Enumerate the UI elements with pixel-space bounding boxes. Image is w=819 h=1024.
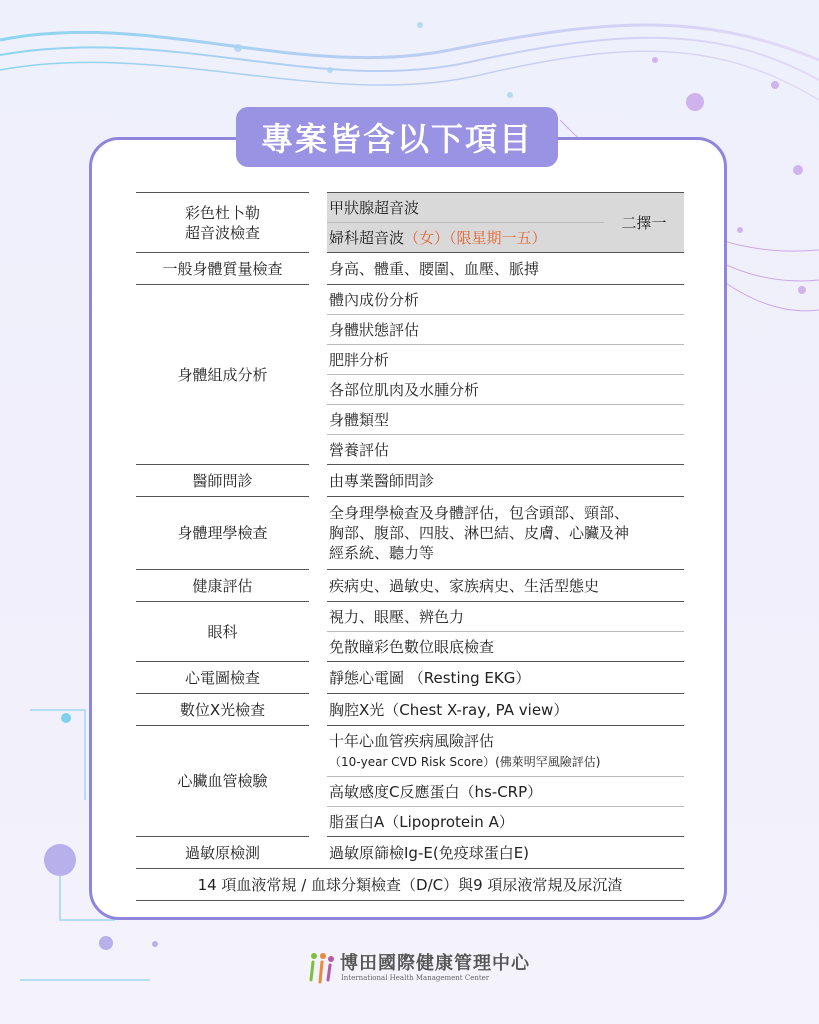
item-label: 靜態心電圖 （Resting EKG） [329, 668, 531, 687]
category-label: 眼科 [207, 622, 238, 641]
item-label: （10-year CVD Risk Score）(佛萊明罕風險評估) [329, 754, 601, 769]
gap-cell [309, 465, 327, 497]
item-label: 肥胖分析 [329, 350, 390, 369]
gap-cell [309, 602, 327, 662]
selection-option [327, 193, 604, 223]
gap-cell [309, 285, 327, 465]
item-label: 過敏原篩檢Ig-E(免疫球蛋白E) [329, 843, 530, 862]
category-label: 身體理學檢查 [177, 524, 268, 542]
category-label: 心臟血管檢驗 [177, 772, 268, 790]
category-label: 超音波檢查 [184, 223, 260, 242]
item-label: 營養評估 [329, 440, 390, 459]
item-cell [327, 285, 684, 315]
item-label: 十年心血管疾病風險評估 [329, 731, 495, 750]
category-label: 一般身體質量檢查 [162, 259, 283, 278]
item-cell [327, 375, 684, 405]
category-cell [136, 726, 309, 837]
item-label: 身體狀態評估 [329, 320, 420, 339]
item-cell [327, 807, 684, 837]
item-cell [327, 405, 684, 435]
item-label: 經系統、聽力等 [329, 544, 435, 562]
option-note: （女）（限星期一五） [404, 228, 547, 247]
gap-cell [309, 694, 327, 726]
item-cell [327, 694, 684, 726]
category-cell [136, 694, 309, 726]
category-cell [136, 253, 309, 285]
item-cell [327, 662, 684, 694]
item-label: 高敏感度C反應蛋白（hs-CRP） [329, 782, 543, 801]
page-title: 專案皆含以下項目 [236, 107, 558, 167]
item-label: 胸部、腹部、四肢、淋巴結、皮膚、心臟及神 [329, 524, 630, 542]
blood-urine-tests-label: 14 項血液常規 / 血球分類檢查（D/C）與9 項尿液常規及尿沉渣 [197, 875, 623, 894]
item-cell [327, 777, 684, 807]
category-cell [136, 662, 309, 694]
category-cell [136, 570, 309, 602]
item-label: 體內成份分析 [329, 290, 420, 309]
choose-one-cell [604, 193, 684, 253]
gap-cell [309, 570, 327, 602]
logo-subtitle: International Health Management Center [341, 974, 490, 982]
category-label: 數位X光檢查 [179, 700, 266, 719]
category-cell [136, 497, 309, 570]
gap-cell [309, 497, 327, 570]
item-cell [327, 345, 684, 375]
item-cell [327, 632, 684, 662]
items-table [136, 192, 684, 901]
category-label: 健康評估 [192, 576, 253, 595]
item-cell [327, 726, 684, 777]
item-label: 各部位肌肉及水腫分析 [329, 380, 480, 399]
category-label: 身體組成分析 [177, 365, 268, 384]
logo-name: 博田國際健康管理中心 [340, 953, 530, 974]
category-label: 醫師問診 [192, 471, 253, 490]
category-cell [136, 602, 309, 662]
category-label: 過敏原檢測 [184, 843, 260, 862]
category-label: 彩色杜卜勒 [184, 203, 260, 222]
gap-cell [309, 837, 327, 869]
item-label: 胸腔X光（Chest X-ray, PA view） [329, 700, 569, 719]
item-label: 脂蛋白A（Lipoprotein A） [329, 812, 514, 831]
item-cell [327, 570, 684, 602]
item-cell [327, 602, 684, 632]
item-label: 身高、體重、腰圍、血壓、脈搏 [329, 259, 540, 278]
item-cell [327, 465, 684, 497]
selection-option [327, 223, 604, 253]
item-cell [327, 435, 684, 465]
category-cell [136, 837, 309, 869]
category-cell [136, 285, 309, 465]
category-label: 心電圖檢查 [184, 668, 260, 687]
item-cell [327, 315, 684, 345]
item-label: 疾病史、過敏史、家族病史、生活型態史 [329, 576, 600, 595]
gap-cell [309, 253, 327, 285]
category-cell [136, 193, 309, 253]
item-label: 全身理學檢查及身體評估，包含頭部、頸部、 [329, 504, 630, 522]
option-label: 婦科超音波 [329, 228, 405, 247]
logo-mark-icon [305, 950, 339, 984]
item-cell [327, 497, 684, 570]
gap-cell [309, 662, 327, 694]
option-label: 甲狀腺超音波 [329, 198, 420, 217]
gap-cell [309, 193, 327, 253]
item-cell [327, 253, 684, 285]
item-label: 視力、眼壓、辨色力 [329, 607, 465, 626]
blood-urine-tests-row [136, 869, 684, 901]
item-label: 身體類型 [329, 410, 390, 429]
item-label: 免散瞳彩色數位眼底檢查 [329, 637, 495, 656]
gap-cell [309, 726, 327, 837]
brand-logo [305, 948, 530, 988]
item-cell [327, 837, 684, 869]
category-cell [136, 465, 309, 497]
choose-one-label: 二擇一 [621, 213, 667, 232]
item-label: 由專業醫師問診 [329, 471, 435, 490]
